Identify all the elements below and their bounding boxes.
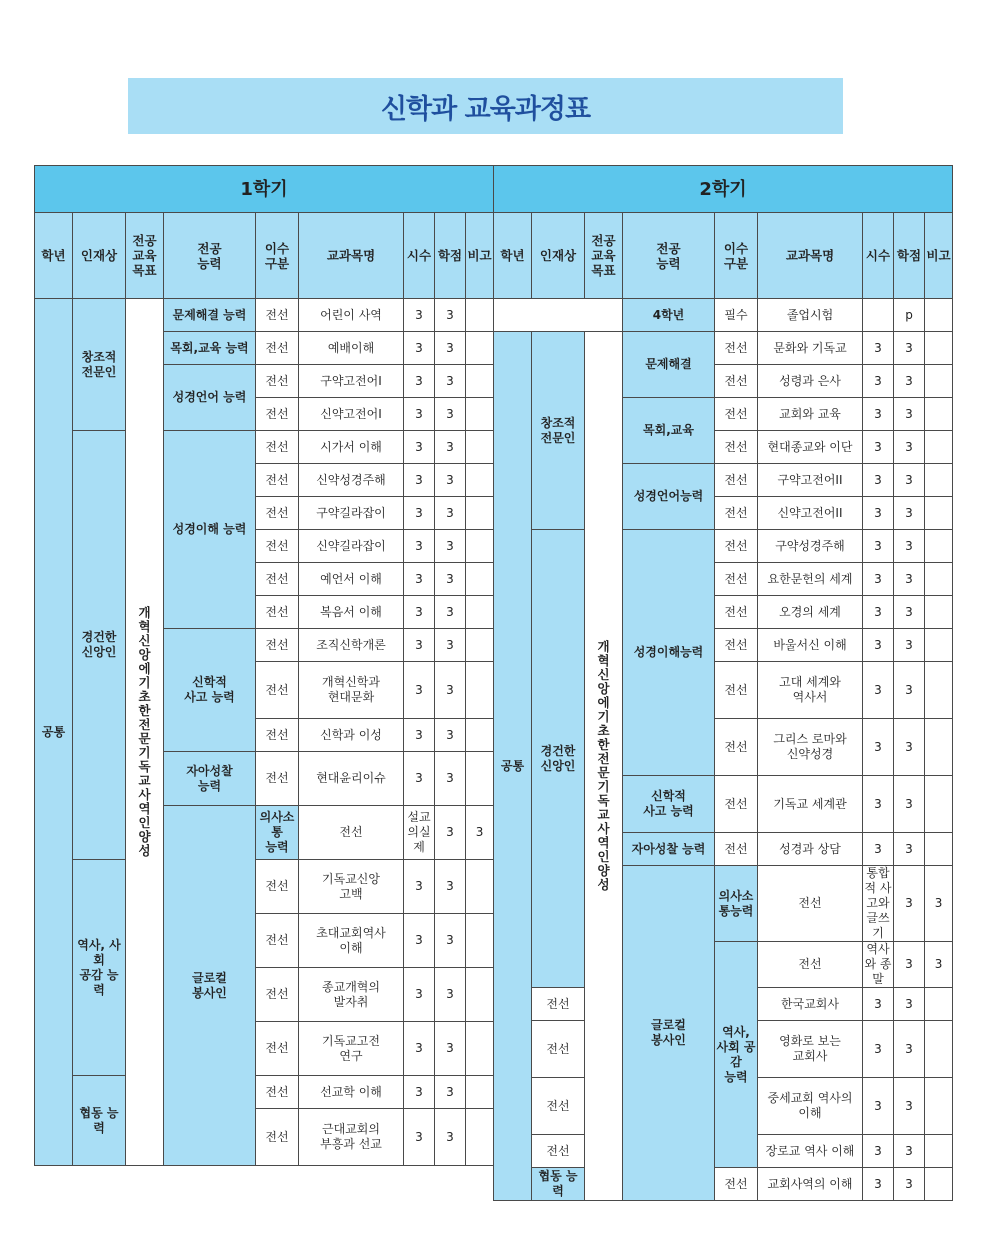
hours-cell: 3 — [404, 968, 435, 1022]
type-cell: 전선 — [715, 497, 758, 530]
note-cell — [466, 596, 494, 629]
course-cell: 근대교회의 부흥과 선교 — [299, 1109, 404, 1166]
type-cell: 전선 — [715, 563, 758, 596]
credits-cell: 3 — [435, 497, 466, 530]
course-cell: 신약길라잡이 — [299, 530, 404, 563]
ability-cell: 자아성찰 능력 — [164, 752, 256, 806]
note-cell — [925, 530, 953, 563]
note-cell — [925, 1135, 953, 1168]
hours-cell: 3 — [404, 1109, 435, 1166]
course-cell: 장로교 역사 이해 — [758, 1135, 863, 1168]
header-year: 학년 — [35, 213, 73, 299]
note-cell — [466, 1076, 494, 1109]
talent-cell: 글로컬 봉사인 — [623, 866, 715, 1201]
hours-cell: 3 — [404, 752, 435, 806]
credits-cell: 3 — [435, 464, 466, 497]
type-cell: 전선 — [256, 752, 299, 806]
course-cell: 영화로 보는 교회사 — [758, 1021, 863, 1078]
hours-cell: 3 — [404, 719, 435, 752]
type-cell: 전선 — [532, 1135, 585, 1168]
talent-cell: 창조적 전문인 — [73, 299, 126, 431]
note-cell — [925, 776, 953, 833]
note-cell — [466, 662, 494, 719]
hours-cell: 3 — [863, 431, 894, 464]
hours-cell: 3 — [404, 530, 435, 563]
talent-cell: 경건한 신앙인 — [73, 431, 126, 860]
note-cell — [466, 968, 494, 1022]
blank-cell — [494, 299, 623, 332]
hours-cell: 3 — [863, 1078, 894, 1135]
hours-cell: 3 — [404, 431, 435, 464]
course-cell: 바울서신 이해 — [758, 629, 863, 662]
header-type: 이수 구분 — [256, 213, 299, 299]
type-cell: 전선 — [256, 968, 299, 1022]
note-cell — [466, 914, 494, 968]
credits-cell: 3 — [435, 752, 466, 806]
goal-text: 개혁신앙에 기초한 전문 기독교 사역인 양성 — [597, 639, 610, 892]
talent-cell: 경건한 신앙인 — [532, 530, 585, 988]
course-cell: 교회와 교육 — [758, 398, 863, 431]
hours-cell: 3 — [894, 942, 925, 988]
course-cell: 구약고전어I — [299, 365, 404, 398]
note-cell — [925, 596, 953, 629]
ability-cell: 목회,교육 능력 — [164, 332, 256, 365]
type-cell: 전선 — [256, 1022, 299, 1076]
course-cell: 성령과 은사 — [758, 365, 863, 398]
note-cell — [925, 431, 953, 464]
header-goal: 전공 교육 목표 — [126, 213, 164, 299]
course-cell: 고대 세계와 역사서 — [758, 662, 863, 719]
hours-cell: 3 — [404, 464, 435, 497]
type-cell: 전선 — [256, 662, 299, 719]
type-cell: 전선 — [256, 332, 299, 365]
note-cell — [925, 662, 953, 719]
credits-cell: 3 — [894, 1135, 925, 1168]
header-goal: 전공 교육 목표 — [585, 213, 623, 299]
header-credits: 학점 — [894, 213, 925, 299]
course-cell: 요한문헌의 세계 — [758, 563, 863, 596]
type-cell: 전선 — [715, 719, 758, 776]
header-talent: 인재상 — [532, 213, 585, 299]
course-cell: 조직신학개론 — [299, 629, 404, 662]
type-cell: 전선 — [256, 431, 299, 464]
header-type: 이수 구분 — [715, 213, 758, 299]
type-cell: 전선 — [715, 833, 758, 866]
credits-cell: 3 — [894, 988, 925, 1021]
ability-cell: 목회,교육 — [623, 398, 715, 464]
note-cell — [466, 365, 494, 398]
credits-cell: 3 — [435, 332, 466, 365]
hours-cell: 3 — [404, 662, 435, 719]
ability-cell: 협동 능력 — [73, 1076, 126, 1166]
type-cell: 전선 — [715, 1168, 758, 1201]
course-cell: 기독교고전 연구 — [299, 1022, 404, 1076]
hours-cell: 3 — [404, 860, 435, 914]
hours-cell: 3 — [863, 365, 894, 398]
ability-cell: 성경이해능력 — [623, 530, 715, 776]
credits-cell: 3 — [435, 530, 466, 563]
note-cell — [925, 332, 953, 365]
hours-cell: 3 — [404, 914, 435, 968]
ability-cell: 역사, 사회 공감 능력 — [715, 942, 758, 1168]
course-cell: 기독교 세계관 — [758, 776, 863, 833]
credits-cell: 3 — [435, 365, 466, 398]
hours-cell: 3 — [404, 1076, 435, 1109]
page-title-banner — [128, 78, 843, 134]
note-cell — [925, 299, 953, 332]
course-cell: 통합적 사고와 글쓰기 — [864, 866, 892, 940]
year-cell: 공통 — [35, 299, 73, 1166]
header-course: 교과목명 — [299, 213, 404, 299]
type-cell: 전선 — [715, 398, 758, 431]
credits-cell: 3 — [894, 776, 925, 833]
course-cell: 초대교회역사 이해 — [299, 914, 404, 968]
note-cell — [466, 629, 494, 662]
course-cell: 문화와 기독교 — [758, 332, 863, 365]
credits-cell: 3 — [435, 662, 466, 719]
credits-cell: 3 — [435, 1022, 466, 1076]
type-cell: 전선 — [532, 988, 585, 1021]
course-cell: 신약성경주해 — [299, 464, 404, 497]
course-cell: 오경의 세계 — [758, 596, 863, 629]
hours-cell: 3 — [863, 776, 894, 833]
credits-cell: 3 — [435, 1109, 466, 1166]
hours-cell: 3 — [404, 1022, 435, 1076]
header-ability: 전공 능력 — [623, 213, 715, 299]
type-cell: 전선 — [256, 365, 299, 398]
note-cell — [466, 497, 494, 530]
course-cell: 어린이 사역 — [299, 299, 404, 332]
note-cell — [925, 719, 953, 776]
credits-cell: 3 — [925, 866, 953, 942]
course-cell: 그리스 로마와 신약성경 — [758, 719, 863, 776]
course-cell: 한국교회사 — [758, 988, 863, 1021]
credits-cell: 3 — [435, 968, 466, 1022]
hours-cell: 3 — [435, 806, 466, 860]
note-cell — [466, 563, 494, 596]
note-cell — [925, 629, 953, 662]
note-cell — [466, 332, 494, 365]
semester2-title: 2학기 — [494, 166, 953, 213]
type-cell: 전선 — [256, 464, 299, 497]
note-cell — [466, 299, 494, 332]
type-cell: 전선 — [758, 866, 863, 942]
type-cell: 전선 — [715, 629, 758, 662]
credits-cell: p — [894, 299, 925, 332]
note-cell — [925, 497, 953, 530]
note-cell — [925, 1021, 953, 1078]
ability-cell: 신학적 사고 능력 — [164, 629, 256, 752]
ability-cell: 의사소통능력 — [715, 866, 758, 942]
credits-cell: 3 — [435, 860, 466, 914]
type-cell: 전선 — [256, 719, 299, 752]
course-cell: 신약고전어II — [758, 497, 863, 530]
course-cell: 교회사역의 이해 — [758, 1168, 863, 1201]
year-cell: 공통 — [494, 332, 532, 1201]
credits-cell: 3 — [435, 563, 466, 596]
course-cell: 구약성경주해 — [758, 530, 863, 563]
hours-cell: 3 — [404, 398, 435, 431]
header-course: 교과목명 — [758, 213, 863, 299]
course-cell: 개혁신학과 현대문화 — [299, 662, 404, 719]
type-cell: 전선 — [256, 299, 299, 332]
semester1-table — [34, 165, 493, 1166]
note-cell — [466, 398, 494, 431]
header-year: 학년 — [494, 213, 532, 299]
note-cell — [925, 988, 953, 1021]
credits-cell: 3 — [894, 563, 925, 596]
hours-cell: 3 — [404, 596, 435, 629]
credits-cell: 3 — [435, 596, 466, 629]
hours-cell: 3 — [863, 719, 894, 776]
course-cell: 성경과 상담 — [758, 833, 863, 866]
hours-cell: 3 — [863, 530, 894, 563]
talent-cell: 창조적 전문인 — [532, 332, 585, 530]
hours-cell: 3 — [404, 497, 435, 530]
type-cell: 전선 — [256, 563, 299, 596]
type-cell: 전선 — [532, 1078, 585, 1135]
type-cell: 전선 — [256, 530, 299, 563]
header-talent: 인재상 — [73, 213, 126, 299]
hours-cell: 3 — [863, 988, 894, 1021]
credits-cell: 3 — [925, 942, 953, 988]
type-cell: 필수 — [715, 299, 758, 332]
note-cell — [925, 833, 953, 866]
hours-cell: 3 — [863, 497, 894, 530]
type-cell: 전선 — [715, 662, 758, 719]
semester2-table — [493, 165, 952, 1201]
credits-cell: 3 — [894, 431, 925, 464]
type-cell: 전선 — [256, 1076, 299, 1109]
hours-cell: 3 — [404, 365, 435, 398]
ability-cell: 의사소통 능력 — [256, 806, 299, 860]
note-cell — [466, 1109, 494, 1166]
course-cell: 신약고전어I — [299, 398, 404, 431]
goal-cell — [126, 299, 164, 1166]
type-cell: 전선 — [758, 942, 863, 988]
note-cell — [466, 752, 494, 806]
ability-cell: 성경언어능력 — [623, 464, 715, 530]
type-cell: 전선 — [715, 596, 758, 629]
hours-cell: 3 — [894, 866, 925, 942]
hours-cell: 3 — [863, 398, 894, 431]
hours-cell: 3 — [404, 563, 435, 596]
type-cell: 전선 — [715, 332, 758, 365]
goal-cell — [585, 332, 623, 1201]
hours-cell: 3 — [863, 1135, 894, 1168]
credits-cell: 3 — [894, 1021, 925, 1078]
note-cell — [466, 530, 494, 563]
course-cell: 역사와 종말 — [864, 942, 892, 986]
hours-cell: 3 — [863, 662, 894, 719]
note-cell — [466, 719, 494, 752]
credits-cell: 3 — [894, 497, 925, 530]
type-cell: 전선 — [532, 1021, 585, 1078]
credits-cell: 3 — [894, 464, 925, 497]
hours-cell: 3 — [863, 1021, 894, 1078]
type-cell: 전선 — [715, 776, 758, 833]
credits-cell: 3 — [894, 629, 925, 662]
type-cell: 전선 — [715, 365, 758, 398]
note-cell — [466, 431, 494, 464]
hours-cell: 3 — [404, 332, 435, 365]
credits-cell: 3 — [894, 398, 925, 431]
ability-cell: 문제해결 — [623, 332, 715, 398]
hours-cell: 3 — [863, 563, 894, 596]
type-cell: 전선 — [715, 530, 758, 563]
hours-cell: 3 — [863, 1168, 894, 1201]
note-cell — [925, 563, 953, 596]
course-cell: 현대종교와 이단 — [758, 431, 863, 464]
credits-cell: 3 — [435, 299, 466, 332]
type-cell: 전선 — [256, 398, 299, 431]
credits-cell: 3 — [894, 719, 925, 776]
course-cell: 신학과 이성 — [299, 719, 404, 752]
credits-cell: 3 — [894, 1078, 925, 1135]
hours-cell: 3 — [863, 464, 894, 497]
note-cell — [466, 860, 494, 914]
ability-cell: 성경이해 능력 — [164, 431, 256, 629]
note-cell — [466, 464, 494, 497]
course-cell: 종교개혁의 발자취 — [299, 968, 404, 1022]
note-cell — [466, 1022, 494, 1076]
course-cell: 시가서 이해 — [299, 431, 404, 464]
type-cell: 전선 — [299, 806, 404, 860]
hours-cell — [863, 299, 894, 332]
header-hours: 시수 — [863, 213, 894, 299]
credits-cell: 3 — [435, 1076, 466, 1109]
credits-cell: 3 — [894, 332, 925, 365]
credits-cell: 3 — [466, 806, 494, 860]
credits-cell: 3 — [894, 596, 925, 629]
course-cell: 기독교신앙 고백 — [299, 860, 404, 914]
type-cell: 전선 — [256, 596, 299, 629]
hours-cell: 3 — [404, 299, 435, 332]
type-cell: 전선 — [715, 431, 758, 464]
credits-cell: 3 — [894, 833, 925, 866]
type-cell: 전선 — [256, 629, 299, 662]
credits-cell: 3 — [435, 629, 466, 662]
type-cell: 전선 — [256, 914, 299, 968]
course-cell: 중세교회 역사의 이해 — [758, 1078, 863, 1135]
ability-cell: 성경언어 능력 — [164, 365, 256, 431]
header-hours: 시수 — [404, 213, 435, 299]
type-cell: 전선 — [256, 1109, 299, 1166]
type-cell: 전선 — [256, 860, 299, 914]
ability-cell: 자아성찰 능력 — [623, 833, 715, 866]
course-cell: 구약고전어II — [758, 464, 863, 497]
course-cell: 예배이해 — [299, 332, 404, 365]
ability-cell: 4학년 — [623, 299, 715, 332]
ability-cell: 협동 능력 — [532, 1168, 585, 1201]
header-note: 비고 — [466, 213, 494, 299]
hours-cell: 3 — [404, 629, 435, 662]
ability-cell: 신학적 사고 능력 — [623, 776, 715, 833]
note-cell — [925, 1078, 953, 1135]
goal-text: 개혁신앙에 기초한 전문 기독교 사역인 양성 — [138, 605, 151, 858]
header-note: 비고 — [925, 213, 953, 299]
ability-cell: 문제해결 능력 — [164, 299, 256, 332]
credits-cell: 3 — [894, 662, 925, 719]
header-credits: 학점 — [435, 213, 466, 299]
semester1-title: 1학기 — [35, 166, 494, 213]
type-cell: 전선 — [715, 464, 758, 497]
credits-cell: 3 — [435, 398, 466, 431]
credits-cell: 3 — [894, 365, 925, 398]
hours-cell: 3 — [863, 332, 894, 365]
note-cell — [925, 1168, 953, 1201]
page-title: 신학과 교육과정표 — [380, 93, 591, 125]
hours-cell: 3 — [863, 596, 894, 629]
talent-cell: 글로컬 봉사인 — [164, 806, 256, 1166]
course-cell: 복음서 이해 — [299, 596, 404, 629]
credits-cell: 3 — [435, 431, 466, 464]
credits-cell: 3 — [894, 530, 925, 563]
ability-cell: 역사, 사회 공감 능력 — [73, 860, 126, 1076]
course-cell: 선교학 이해 — [299, 1076, 404, 1109]
credits-cell: 3 — [435, 914, 466, 968]
course-cell: 구약길라잡이 — [299, 497, 404, 530]
course-cell: 현대윤리이슈 — [299, 752, 404, 806]
header-ability: 전공 능력 — [164, 213, 256, 299]
hours-cell: 3 — [863, 629, 894, 662]
credits-cell: 3 — [894, 1168, 925, 1201]
hours-cell: 3 — [863, 833, 894, 866]
note-cell — [925, 365, 953, 398]
type-cell: 전선 — [256, 497, 299, 530]
note-cell — [925, 464, 953, 497]
course-cell: 예언서 이해 — [299, 563, 404, 596]
course-cell: 졸업시험 — [758, 299, 863, 332]
note-cell — [925, 398, 953, 431]
course-cell: 설교의실제 — [404, 806, 435, 860]
credits-cell: 3 — [435, 719, 466, 752]
